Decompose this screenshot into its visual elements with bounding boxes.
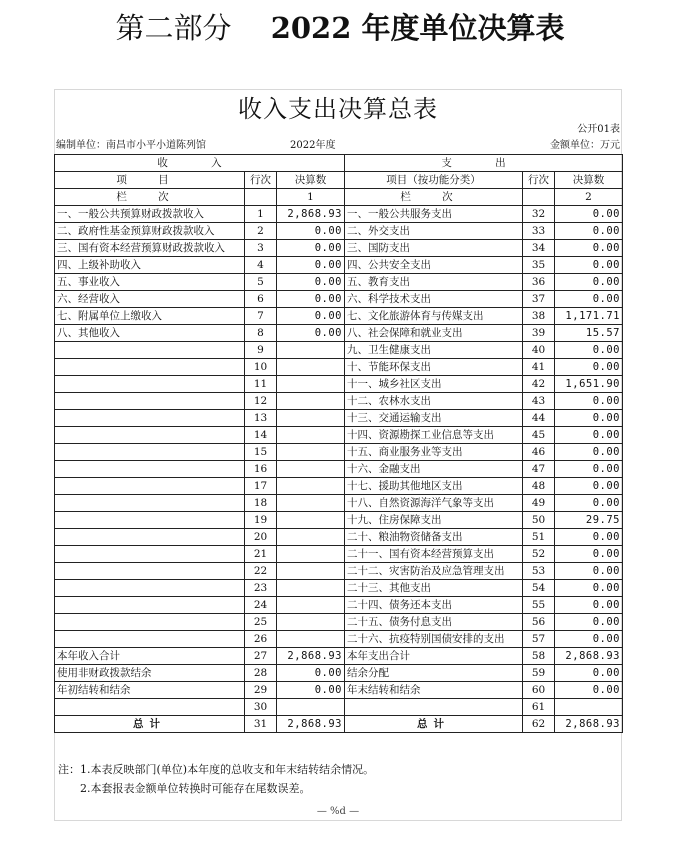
income-item-cell: 五、事业收入 [55,274,245,291]
income-amount-cell: 0.00 [277,308,345,325]
income-item-cell [55,376,245,393]
income-item-cell [55,444,245,461]
income-amount-header: 决算数 [277,172,345,189]
expense-item-cell: 二十四、债务还本支出 [345,597,523,614]
expense-amount-cell: 0.00 [555,461,623,478]
expense-row-no-cell: 56 [523,614,555,631]
document-heading [0,8,680,48]
expense-amount-cell: 1,171.71 [555,308,623,325]
expense-item-cell: 结余分配 [345,665,523,682]
expense-row-no-cell: 41 [523,359,555,376]
expense-amount-cell: 0.00 [555,546,623,563]
income-amount-cell [277,580,345,597]
income-amount-cell: 0.00 [277,274,345,291]
expense-row-no-cell: 49 [523,495,555,512]
column-index-row [55,189,623,206]
expense-amount-cell: 0.00 [555,393,623,410]
table-row [55,342,623,359]
income-row-no-cell: 21 [245,546,277,563]
income-row-no-cell: 8 [245,325,277,342]
expense-item-cell: 五、教育支出 [345,274,523,291]
expense-amount-cell: 0.00 [555,444,623,461]
income-row-no-cell: 18 [245,495,277,512]
income-col-label: 栏 次 [55,189,245,206]
income-row-no-cell: 29 [245,682,277,699]
table-row [55,461,623,478]
table-row [55,240,623,257]
income-amount-cell [277,631,345,648]
income-row-no-cell: 9 [245,342,277,359]
income-row-no-cell: 15 [245,444,277,461]
expense-item-cell: 一、一般公共服务支出 [345,206,523,223]
expense-item-cell: 十三、交通运输支出 [345,410,523,427]
table-row [55,427,623,444]
income-section-header: 收 入 [55,155,345,172]
expense-amount-cell: 0.00 [555,206,623,223]
table-row [55,529,623,546]
expense-item-header: 项目（按功能分类） [345,172,523,189]
income-amount-cell [277,359,345,376]
expense-item-cell: 十八、自然资源海洋气象等支出 [345,495,523,512]
income-item-cell [55,580,245,597]
expense-amount-cell: 0.00 [555,614,623,631]
table-row [55,376,623,393]
income-item-cell [55,495,245,512]
income-item-cell [55,410,245,427]
table-row [55,444,623,461]
expense-item-cell: 四、公共安全支出 [345,257,523,274]
income-amount-cell [277,393,345,410]
income-row-no-cell: 24 [245,597,277,614]
income-row-no-cell: 5 [245,274,277,291]
income-amount-cell: 0.00 [277,257,345,274]
footnotes [58,760,374,798]
table-row [55,359,623,376]
table-row [55,512,623,529]
totals-row [55,716,623,733]
expense-row-no-cell: 37 [523,291,555,308]
expense-total-row-no: 62 [523,716,555,733]
income-total-amount: 2,868.93 [277,716,345,733]
expense-amount-cell: 0.00 [555,665,623,682]
income-amount-cell [277,699,345,716]
sheet-title: 收入支出决算总表 [238,95,438,123]
expense-row-no-cell: 47 [523,461,555,478]
expense-total-amount: 2,868.93 [555,716,623,733]
income-total-label: 总计 [55,716,245,733]
income-row-no-cell: 1 [245,206,277,223]
expense-row-no-cell: 33 [523,223,555,240]
expense-row-no-cell: 61 [523,699,555,716]
expense-col-index: 2 [555,189,623,206]
income-amount-cell: 0.00 [277,291,345,308]
expense-item-cell: 六、科学技术支出 [345,291,523,308]
table-row [55,308,623,325]
expense-item-cell: 三、国防支出 [345,240,523,257]
income-item-cell [55,512,245,529]
document-title: 2022 年度单位决算表 [270,11,565,45]
income-amount-cell [277,342,345,359]
expense-amount-cell: 15.57 [555,325,623,342]
expense-row-no-cell: 51 [523,529,555,546]
expense-row-no-cell: 35 [523,257,555,274]
expense-item-cell: 九、卫生健康支出 [345,342,523,359]
expense-row-no-cell: 46 [523,444,555,461]
expense-amount-cell: 0.00 [555,682,623,699]
expense-row-no-cell: 32 [523,206,555,223]
income-item-cell: 使用非财政拨款结余 [55,665,245,682]
report-year: 2022年度 [290,140,336,151]
table-row [55,206,623,223]
income-row-no-cell: 3 [245,240,277,257]
expense-item-cell: 年末结转和结余 [345,682,523,699]
expense-amount-cell: 2,868.93 [555,648,623,665]
income-row-no-cell: 11 [245,376,277,393]
income-amount-cell: 0.00 [277,325,345,342]
expense-amount-cell: 0.00 [555,478,623,495]
income-row-no-cell: 10 [245,359,277,376]
section-header-row [55,155,623,172]
income-amount-cell [277,410,345,427]
income-item-cell [55,359,245,376]
income-item-cell [55,699,245,716]
expense-row-no-blank [523,189,555,206]
income-amount-cell: 0.00 [277,223,345,240]
expense-amount-cell: 1,651.90 [555,376,623,393]
income-amount-cell [277,546,345,563]
table-row [55,274,623,291]
page-number: — %d — [316,806,360,817]
income-row-no-cell: 27 [245,648,277,665]
income-row-no-cell: 19 [245,512,277,529]
expense-amount-cell: 0.00 [555,342,623,359]
income-amount-cell [277,597,345,614]
expense-item-cell: 二十六、抗疫特别国债安排的支出 [345,631,523,648]
expense-col-label: 栏 次 [345,189,523,206]
income-amount-cell [277,512,345,529]
income-amount-cell [277,478,345,495]
expense-row-no-cell: 34 [523,240,555,257]
income-row-no-cell: 7 [245,308,277,325]
expense-row-no-cell: 59 [523,665,555,682]
income-item-cell: 一、一般公共预算财政拨款收入 [55,206,245,223]
income-row-no-cell: 20 [245,529,277,546]
income-item-cell: 二、政府性基金预算财政拨款收入 [55,223,245,240]
income-expense-table [54,154,623,733]
income-row-no-cell: 6 [245,291,277,308]
expense-row-no-cell: 58 [523,648,555,665]
expense-item-cell: 七、文化旅游体育与传媒支出 [345,308,523,325]
expense-row-no-cell: 43 [523,393,555,410]
income-amount-cell [277,529,345,546]
income-item-cell: 四、上级补助收入 [55,257,245,274]
expense-row-no-cell: 42 [523,376,555,393]
income-amount-cell: 0.00 [277,665,345,682]
income-amount-cell: 0.00 [277,240,345,257]
expense-item-cell: 十二、农林水支出 [345,393,523,410]
income-row-no-header: 行次 [245,172,277,189]
expense-item-cell: 二、外交支出 [345,223,523,240]
table-row [55,699,623,716]
expense-item-cell: 八、社会保障和就业支出 [345,325,523,342]
table-row [55,597,623,614]
expense-amount-cell: 0.00 [555,631,623,648]
sheet-meta-row [54,139,622,153]
expense-amount-cell: 0.00 [555,597,623,614]
money-unit: 金额单位：万元 [550,140,620,151]
expense-amount-header: 决算数 [555,172,623,189]
expense-item-cell: 二十一、国有资本经营预算支出 [345,546,523,563]
expense-row-no-cell: 52 [523,546,555,563]
table-row [55,682,623,699]
expense-row-no-cell: 54 [523,580,555,597]
table-row [55,665,623,682]
expense-item-cell: 十七、援助其他地区支出 [345,478,523,495]
income-amount-cell: 2,868.93 [277,206,345,223]
expense-item-cell: 二十二、灾害防治及应急管理支出 [345,563,523,580]
income-row-no-cell: 14 [245,427,277,444]
income-row-no-cell: 22 [245,563,277,580]
expense-row-no-cell: 40 [523,342,555,359]
income-row-no-blank [245,189,277,206]
expense-item-cell: 二十、粮油物资储备支出 [345,529,523,546]
income-item-cell [55,614,245,631]
expense-amount-cell: 29.75 [555,512,623,529]
income-amount-cell [277,376,345,393]
table-row [55,393,623,410]
expense-amount-cell: 0.00 [555,529,623,546]
expense-row-no-cell: 45 [523,427,555,444]
expense-amount-cell: 0.00 [555,223,623,240]
income-row-no-cell: 13 [245,410,277,427]
footnote-2: 2.本套报表金额单位转换时可能存在尾数误差。 [80,782,311,795]
income-amount-cell: 0.00 [277,682,345,699]
expense-item-cell: 十九、住房保障支出 [345,512,523,529]
footnote-1: 注：1.本表反映部门(单位)本年度的总收支和年末结转结余情况。 [58,763,375,776]
table-row [55,648,623,665]
income-item-cell: 三、国有资本经营预算财政拨款收入 [55,240,245,257]
table-row [55,223,623,240]
income-row-no-cell: 25 [245,614,277,631]
income-row-no-cell: 4 [245,257,277,274]
income-col-index: 1 [277,189,345,206]
income-item-cell [55,546,245,563]
expense-row-no-cell: 55 [523,597,555,614]
income-amount-cell [277,495,345,512]
expense-row-no-cell: 38 [523,308,555,325]
income-item-cell [55,342,245,359]
part-label: 第二部分 [115,11,232,45]
expense-item-cell: 十、节能环保支出 [345,359,523,376]
expense-row-no-cell: 48 [523,478,555,495]
table-row [55,631,623,648]
income-item-cell [55,563,245,580]
table-row [55,478,623,495]
table-row [55,410,623,427]
expense-amount-cell: 0.00 [555,359,623,376]
expense-amount-cell [555,699,623,716]
expense-amount-cell: 0.00 [555,580,623,597]
income-amount-cell: 2,868.93 [277,648,345,665]
expense-row-no-cell: 57 [523,631,555,648]
income-total-row-no: 31 [245,716,277,733]
expense-row-no-cell: 39 [523,325,555,342]
expense-amount-cell: 0.00 [555,274,623,291]
income-row-no-cell: 2 [245,223,277,240]
expense-item-cell: 二十五、债务付息支出 [345,614,523,631]
income-item-cell [55,631,245,648]
income-amount-cell [277,461,345,478]
expense-amount-cell: 0.00 [555,563,623,580]
table-row [55,257,623,274]
expense-total-label: 总计 [345,716,523,733]
expense-amount-cell: 0.00 [555,495,623,512]
income-item-cell: 七、附属单位上缴收入 [55,308,245,325]
expense-row-no-cell: 36 [523,274,555,291]
expense-amount-cell: 0.00 [555,240,623,257]
income-item-cell [55,597,245,614]
table-row [55,580,623,597]
income-amount-cell [277,563,345,580]
expense-amount-cell: 0.00 [555,291,623,308]
expense-amount-cell: 0.00 [555,410,623,427]
income-item-header: 项 目 [55,172,245,189]
income-row-no-cell: 30 [245,699,277,716]
income-row-no-cell: 26 [245,631,277,648]
expense-row-no-cell: 60 [523,682,555,699]
income-amount-cell [277,444,345,461]
income-item-cell: 六、经营收入 [55,291,245,308]
income-item-cell [55,478,245,495]
expense-amount-cell: 0.00 [555,427,623,444]
expense-item-cell: 十一、城乡社区支出 [345,376,523,393]
income-item-cell [55,461,245,478]
form-number: 公开01表 [577,124,620,135]
income-item-cell [55,393,245,410]
expense-section-header: 支 出 [345,155,623,172]
income-row-no-cell: 12 [245,393,277,410]
expense-item-cell: 十六、金融支出 [345,461,523,478]
table-row [55,291,623,308]
expense-row-no-header: 行次 [523,172,555,189]
expense-item-cell: 二十三、其他支出 [345,580,523,597]
table-row [55,325,623,342]
expense-item-cell: 十四、资源勘探工业信息等支出 [345,427,523,444]
expense-row-no-cell: 53 [523,563,555,580]
income-item-cell: 年初结转和结余 [55,682,245,699]
expense-item-cell: 本年支出合计 [345,648,523,665]
table-row [55,546,623,563]
table-row [55,563,623,580]
income-row-no-cell: 28 [245,665,277,682]
table-row [55,614,623,631]
expense-item-cell [345,699,523,716]
column-header-row [55,172,623,189]
expense-item-cell: 十五、商业服务业等支出 [345,444,523,461]
income-row-no-cell: 17 [245,478,277,495]
income-item-cell [55,529,245,546]
expense-row-no-cell: 50 [523,512,555,529]
income-item-cell [55,427,245,444]
reporting-unit: 编制单位：南昌市小平小道陈列馆 [56,140,206,151]
table-row [55,495,623,512]
income-item-cell: 八、其他收入 [55,325,245,342]
expense-row-no-cell: 44 [523,410,555,427]
income-amount-cell [277,427,345,444]
income-row-no-cell: 16 [245,461,277,478]
income-item-cell: 本年收入合计 [55,648,245,665]
expense-amount-cell: 0.00 [555,257,623,274]
income-amount-cell [277,614,345,631]
income-row-no-cell: 23 [245,580,277,597]
